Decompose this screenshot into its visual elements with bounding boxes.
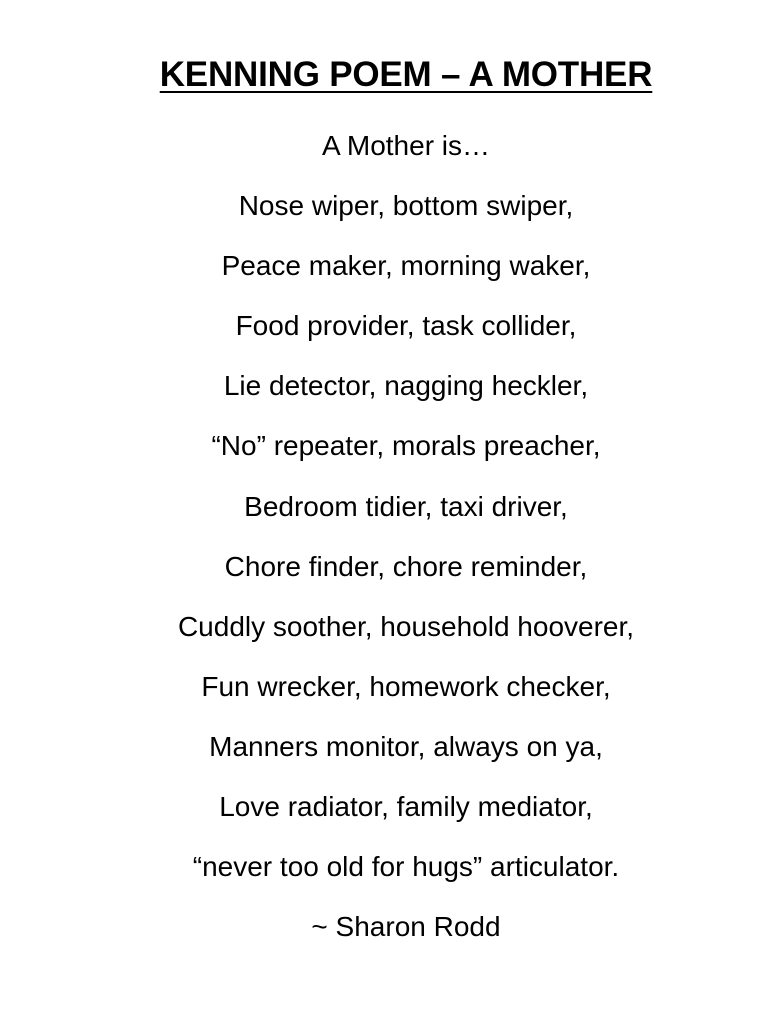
poem-line: Fun wrecker, homework checker,: [201, 670, 611, 702]
poem-intro-line: A Mother is…: [321, 130, 491, 161]
poem-line: Manners monitor, always on ya,: [209, 730, 603, 762]
poem-line: Cuddly soother, household hooverer,: [177, 610, 635, 642]
poem-line: Love radiator, family mediator,: [219, 791, 593, 823]
poem-body: [0, 126, 768, 967]
poem-line: Peace maker, morning waker,: [221, 250, 591, 282]
poem-line: Chore finder, chore reminder,: [224, 550, 588, 582]
poem-author: ~ Sharon Rodd: [311, 911, 501, 943]
poem-line: Bedroom tidier, taxi driver,: [244, 490, 568, 522]
poem-title: KENNING POEM – A MOTHER: [159, 55, 653, 94]
poem-line: Nose wiper, bottom swiper,: [238, 190, 574, 222]
poem-line: “never too old for hugs” articulator.: [192, 851, 620, 883]
poem-line: Lie detector, nagging heckler,: [223, 370, 589, 402]
poem-line: “No” repeater, morals preacher,: [211, 430, 601, 462]
poem-line: Food provider, task collider,: [235, 310, 577, 342]
